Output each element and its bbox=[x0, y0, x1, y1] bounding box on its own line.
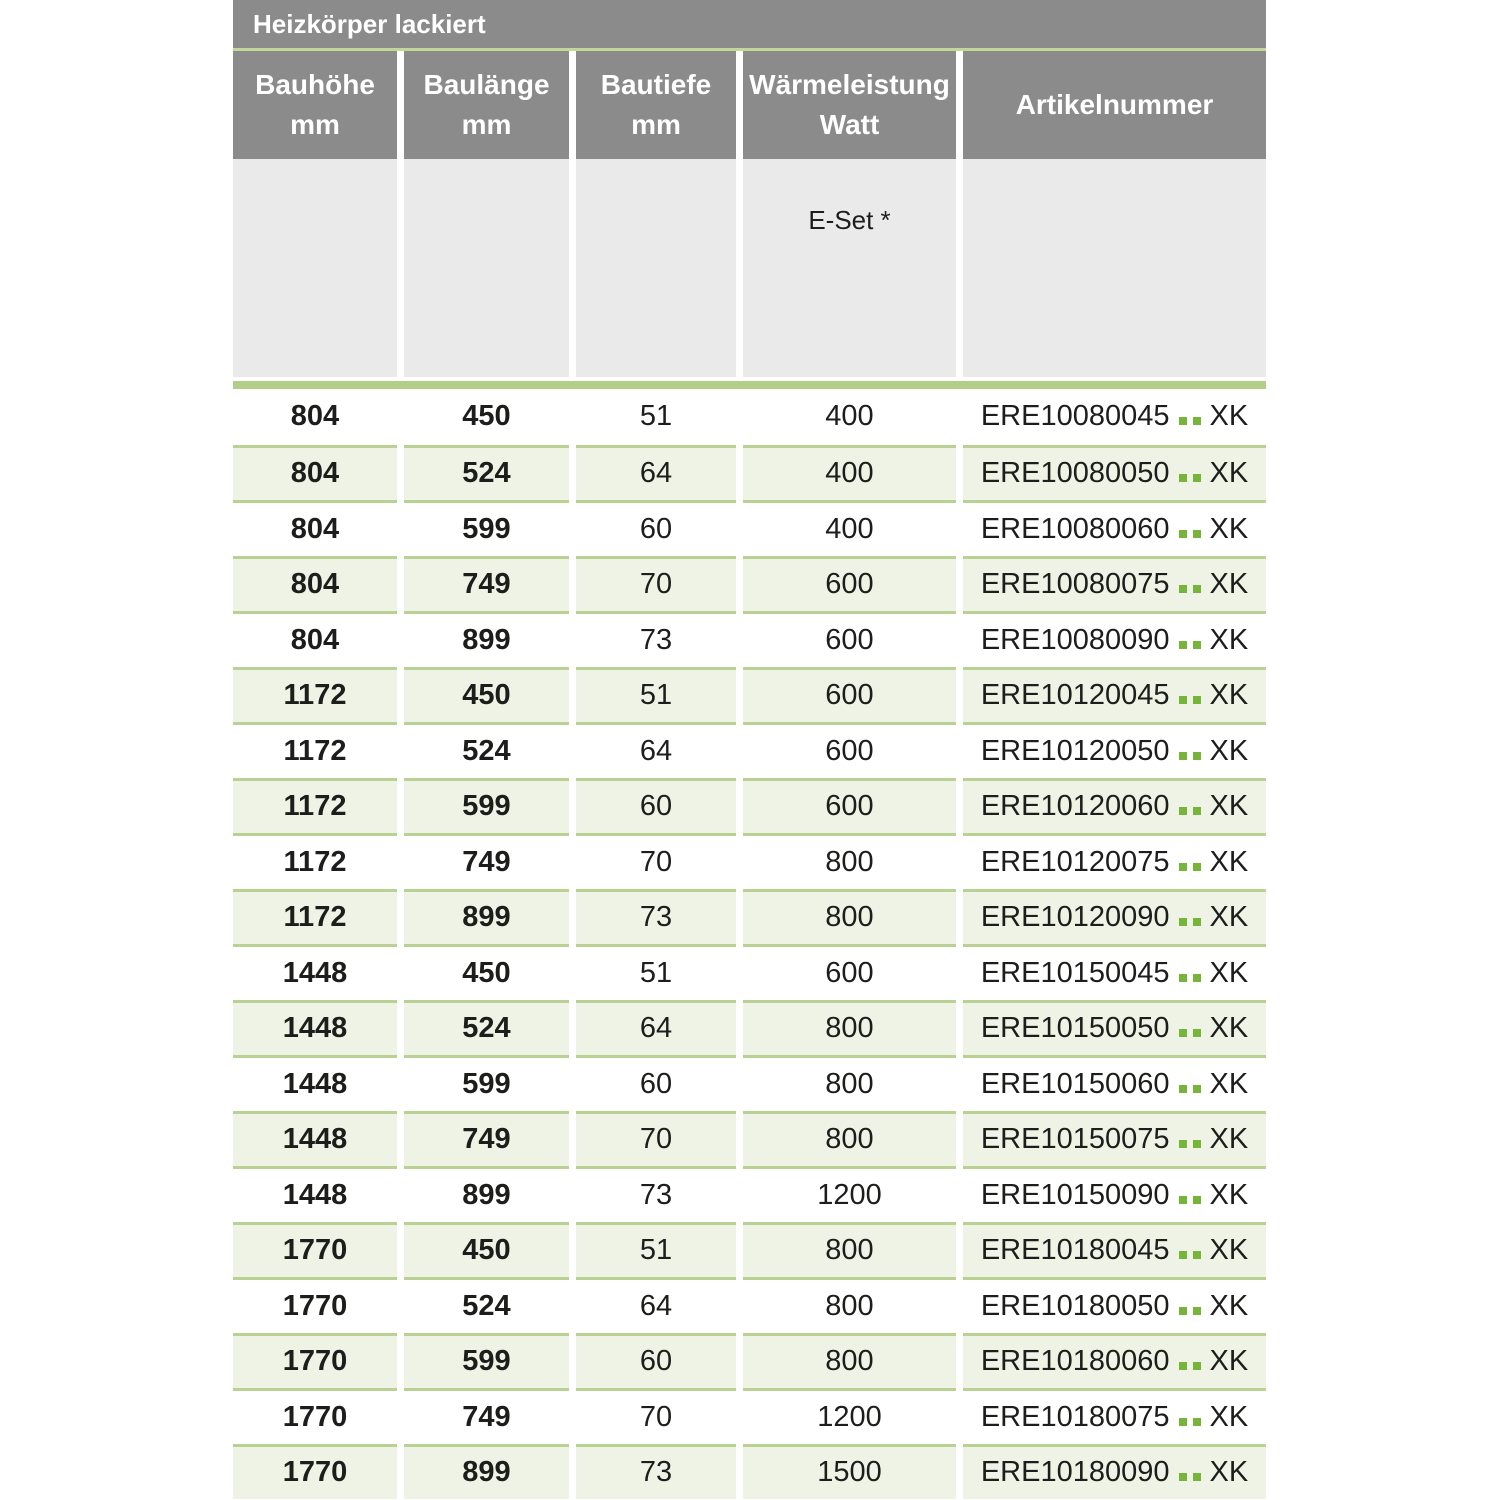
article-placeholder-dots bbox=[1179, 417, 1201, 425]
artikel-prefix: ERE10120045 bbox=[980, 679, 1170, 712]
bautiefe-cell: 73 bbox=[576, 1444, 736, 1500]
bauhoehe-cell: 1448 bbox=[233, 944, 397, 1000]
baulaenge-cell: 450 bbox=[404, 667, 569, 723]
bautiefe-cell: 51 bbox=[576, 944, 736, 1000]
artikelnummer-value bbox=[981, 735, 1248, 768]
artikelnummer-value bbox=[981, 679, 1248, 712]
green-dot-icon bbox=[1179, 1418, 1187, 1426]
column-header-unit: Watt bbox=[819, 109, 880, 140]
artikel-suffix: XK bbox=[1209, 1012, 1249, 1045]
article-placeholder-dots bbox=[1179, 530, 1201, 538]
artikelnummer-cell bbox=[963, 1388, 1266, 1444]
bauhoehe-cell: 1770 bbox=[233, 1222, 397, 1278]
eset-label: E-Set * bbox=[808, 205, 891, 235]
bauhoehe-cell: 1448 bbox=[233, 1111, 397, 1167]
watt-cell: 600 bbox=[743, 556, 956, 612]
watt-cell: 1200 bbox=[743, 1388, 956, 1444]
table-row bbox=[233, 889, 1266, 945]
green-dot-icon bbox=[1193, 417, 1201, 425]
baulaenge-cell: 524 bbox=[404, 1277, 569, 1333]
artikelnummer-cell bbox=[963, 833, 1266, 889]
artikelnummer-cell bbox=[963, 1000, 1266, 1056]
green-dot-icon bbox=[1179, 1251, 1187, 1259]
baulaenge-cell: 899 bbox=[404, 611, 569, 667]
artikel-prefix: ERE10150045 bbox=[980, 956, 1170, 989]
watt-cell: 1500 bbox=[743, 1444, 956, 1500]
artikel-prefix: ERE10180050 bbox=[980, 1289, 1170, 1322]
artikel-prefix: ERE10120090 bbox=[980, 901, 1170, 934]
baulaenge-cell: 599 bbox=[404, 1333, 569, 1389]
article-placeholder-dots bbox=[1179, 752, 1201, 760]
green-dot-icon bbox=[1193, 752, 1201, 760]
table-row bbox=[233, 1111, 1266, 1167]
table-row bbox=[233, 944, 1266, 1000]
artikel-suffix: XK bbox=[1209, 679, 1249, 712]
bauhoehe-cell: 804 bbox=[233, 556, 397, 612]
column-header-bauhoehe bbox=[233, 51, 397, 159]
artikel-suffix: XK bbox=[1209, 790, 1249, 823]
subheader-cell-baulaenge bbox=[404, 159, 569, 377]
bauhoehe-cell: 1448 bbox=[233, 1166, 397, 1222]
artikel-prefix: ERE10120075 bbox=[980, 845, 1170, 878]
watt-cell: 600 bbox=[743, 611, 956, 667]
table-row bbox=[233, 1000, 1266, 1056]
baulaenge-cell: 749 bbox=[404, 1388, 569, 1444]
article-placeholder-dots bbox=[1179, 1362, 1201, 1370]
bautiefe-cell: 70 bbox=[576, 556, 736, 612]
green-dot-icon bbox=[1193, 1085, 1201, 1093]
artikelnummer-value bbox=[981, 1179, 1248, 1212]
baulaenge-cell: 749 bbox=[404, 833, 569, 889]
column-header-watt bbox=[743, 51, 956, 159]
table-row bbox=[233, 611, 1266, 667]
column-header-unit: mm bbox=[290, 109, 340, 140]
green-dot-icon bbox=[1179, 1196, 1187, 1204]
baulaenge-cell: 524 bbox=[404, 722, 569, 778]
artikelnummer-value bbox=[981, 790, 1248, 823]
artikel-suffix: XK bbox=[1209, 734, 1249, 767]
article-placeholder-dots bbox=[1179, 974, 1201, 982]
artikelnummer-value bbox=[981, 457, 1248, 490]
bauhoehe-cell: 804 bbox=[233, 611, 397, 667]
artikelnummer-cell bbox=[963, 1166, 1266, 1222]
article-placeholder-dots bbox=[1179, 585, 1201, 593]
green-dot-icon bbox=[1179, 807, 1187, 815]
table-row bbox=[233, 500, 1266, 556]
subheader-cell-watt bbox=[743, 159, 956, 377]
watt-cell: 800 bbox=[743, 1111, 956, 1167]
watt-cell: 800 bbox=[743, 1222, 956, 1278]
green-dot-icon bbox=[1193, 974, 1201, 982]
bauhoehe-cell: 1770 bbox=[233, 1277, 397, 1333]
watt-cell: 800 bbox=[743, 833, 956, 889]
table-row bbox=[233, 1222, 1266, 1278]
baulaenge-cell: 899 bbox=[404, 1444, 569, 1500]
table-row bbox=[233, 1277, 1266, 1333]
baulaenge-cell: 599 bbox=[404, 778, 569, 834]
bautiefe-cell: 70 bbox=[576, 833, 736, 889]
baulaenge-cell: 450 bbox=[404, 1222, 569, 1278]
article-placeholder-dots bbox=[1179, 1196, 1201, 1204]
bautiefe-cell: 51 bbox=[576, 1222, 736, 1278]
watt-cell: 800 bbox=[743, 1055, 956, 1111]
artikel-prefix: ERE10080060 bbox=[980, 512, 1170, 545]
column-header-artikelnummer bbox=[963, 51, 1266, 159]
artikel-suffix: XK bbox=[1209, 1456, 1249, 1489]
article-placeholder-dots bbox=[1179, 1307, 1201, 1315]
green-dot-icon bbox=[1179, 417, 1187, 425]
article-placeholder-dots bbox=[1179, 1140, 1201, 1148]
artikelnummer-cell bbox=[963, 1222, 1266, 1278]
artikelnummer-cell bbox=[963, 1055, 1266, 1111]
green-dot-icon bbox=[1193, 1307, 1201, 1315]
header-divider-bar bbox=[233, 381, 1266, 389]
artikel-prefix: ERE10080090 bbox=[980, 623, 1170, 656]
watt-cell: 800 bbox=[743, 889, 956, 945]
watt-cell: 800 bbox=[743, 1333, 956, 1389]
artikel-suffix: XK bbox=[1209, 845, 1249, 878]
article-placeholder-dots bbox=[1179, 1251, 1201, 1259]
table-row bbox=[233, 778, 1266, 834]
artikel-prefix: ERE10120060 bbox=[980, 790, 1170, 823]
artikel-prefix: ERE10180060 bbox=[980, 1345, 1170, 1378]
artikelnummer-cell bbox=[963, 611, 1266, 667]
artikelnummer-value bbox=[981, 957, 1248, 990]
artikelnummer-value bbox=[981, 901, 1248, 934]
bauhoehe-cell: 804 bbox=[290, 400, 340, 433]
artikelnummer-cell bbox=[963, 445, 1266, 501]
artikelnummer-cell bbox=[963, 389, 1266, 445]
baulaenge-cell: 599 bbox=[404, 1055, 569, 1111]
green-dot-icon bbox=[1193, 1196, 1201, 1204]
artikel-prefix: ERE10080050 bbox=[980, 457, 1170, 490]
bautiefe-cell: 64 bbox=[576, 1277, 736, 1333]
artikelnummer-cell bbox=[963, 889, 1266, 945]
artikel-suffix: XK bbox=[1209, 623, 1249, 656]
artikelnummer-cell bbox=[963, 500, 1266, 556]
table-row bbox=[233, 1055, 1266, 1111]
bautiefe-cell: 73 bbox=[576, 1166, 736, 1222]
artikelnummer-value bbox=[981, 1068, 1248, 1101]
artikel-suffix: XK bbox=[1209, 1067, 1249, 1100]
bautiefe-cell: 64 bbox=[576, 445, 736, 501]
artikel-prefix: ERE10080075 bbox=[980, 568, 1170, 601]
artikelnummer-cell bbox=[963, 1333, 1266, 1389]
artikel-suffix: XK bbox=[1209, 1289, 1249, 1322]
green-dot-icon bbox=[1193, 1029, 1201, 1037]
artikelnummer-cell bbox=[963, 778, 1266, 834]
header-row bbox=[233, 51, 1266, 159]
green-dot-icon bbox=[1193, 530, 1201, 538]
green-dot-icon bbox=[1179, 974, 1187, 982]
article-placeholder-dots bbox=[1179, 1473, 1201, 1481]
baulaenge-cell: 450 bbox=[462, 400, 511, 433]
artikelnummer-value bbox=[981, 846, 1248, 879]
bauhoehe-cell: 1770 bbox=[233, 1388, 397, 1444]
artikel-prefix: ERE10180045 bbox=[980, 1234, 1170, 1267]
artikel-suffix: XK bbox=[1209, 400, 1249, 433]
bautiefe-cell: 60 bbox=[576, 1055, 736, 1111]
table-row bbox=[233, 445, 1266, 501]
green-dot-icon bbox=[1193, 1473, 1201, 1481]
artikel-suffix: XK bbox=[1209, 956, 1249, 989]
artikel-suffix: XK bbox=[1209, 568, 1249, 601]
green-dot-icon bbox=[1179, 530, 1187, 538]
green-dot-icon bbox=[1193, 1140, 1201, 1148]
green-dot-icon bbox=[1193, 585, 1201, 593]
subheader-cell-bauhoehe bbox=[233, 159, 397, 377]
bauhoehe-cell: 1172 bbox=[233, 889, 397, 945]
green-dot-icon bbox=[1179, 585, 1187, 593]
table-row bbox=[233, 667, 1266, 723]
artikelnummer-value bbox=[981, 568, 1248, 601]
baulaenge-cell: 599 bbox=[404, 500, 569, 556]
bautiefe-cell: 60 bbox=[576, 778, 736, 834]
column-header-label: Bautiefe bbox=[600, 69, 712, 101]
bauhoehe-cell: 1770 bbox=[233, 1444, 397, 1500]
artikel-prefix: ERE10150075 bbox=[980, 1123, 1170, 1156]
bautiefe-cell: 70 bbox=[576, 1388, 736, 1444]
artikel-suffix: XK bbox=[1209, 1234, 1249, 1267]
green-dot-icon bbox=[1193, 641, 1201, 649]
table-title: Heizkörper lackiert bbox=[253, 8, 486, 39]
table-row bbox=[233, 1388, 1266, 1444]
article-placeholder-dots bbox=[1179, 1085, 1201, 1093]
artikelnummer-value bbox=[981, 400, 1248, 433]
table-row bbox=[233, 389, 1266, 445]
watt-cell: 400 bbox=[825, 400, 874, 433]
artikelnummer-value bbox=[981, 1345, 1248, 1378]
subheader-cell-artikelnummer bbox=[963, 159, 1266, 377]
subheader-row bbox=[233, 159, 1266, 377]
bauhoehe-cell: 1448 bbox=[233, 1000, 397, 1056]
green-dot-icon bbox=[1193, 918, 1201, 926]
artikelnummer-value bbox=[981, 624, 1248, 657]
article-placeholder-dots bbox=[1179, 1029, 1201, 1037]
bautiefe-cell: 51 bbox=[639, 400, 673, 433]
column-header-label: Wärmeleistung bbox=[749, 69, 950, 101]
article-placeholder-dots bbox=[1179, 863, 1201, 871]
product-table bbox=[233, 0, 1266, 1499]
watt-cell: 600 bbox=[743, 667, 956, 723]
table-row bbox=[233, 833, 1266, 889]
article-placeholder-dots bbox=[1179, 641, 1201, 649]
artikelnummer-value bbox=[981, 1456, 1248, 1489]
column-header-unit: mm bbox=[631, 109, 681, 140]
artikelnummer-value bbox=[981, 1123, 1248, 1156]
baulaenge-cell: 450 bbox=[404, 944, 569, 1000]
bautiefe-cell: 73 bbox=[576, 889, 736, 945]
bautiefe-cell: 64 bbox=[576, 722, 736, 778]
table-row bbox=[233, 722, 1266, 778]
subheader-cell-bautiefe bbox=[576, 159, 736, 377]
bautiefe-cell: 51 bbox=[576, 667, 736, 723]
artikelnummer-cell bbox=[963, 1111, 1266, 1167]
table-title-bar bbox=[233, 0, 1266, 48]
table-row bbox=[233, 1444, 1266, 1500]
table-row bbox=[233, 1333, 1266, 1389]
artikelnummer-cell bbox=[963, 556, 1266, 612]
artikelnummer-cell bbox=[963, 722, 1266, 778]
artikelnummer-value bbox=[981, 1290, 1248, 1323]
bauhoehe-cell: 1172 bbox=[233, 667, 397, 723]
artikel-suffix: XK bbox=[1209, 457, 1249, 490]
column-header-bautiefe bbox=[576, 51, 736, 159]
artikel-suffix: XK bbox=[1209, 512, 1249, 545]
baulaenge-cell: 899 bbox=[404, 889, 569, 945]
bauhoehe-cell: 1172 bbox=[233, 833, 397, 889]
watt-cell: 600 bbox=[743, 778, 956, 834]
green-dot-icon bbox=[1179, 863, 1187, 871]
artikelnummer-value bbox=[981, 1401, 1248, 1434]
baulaenge-cell: 749 bbox=[404, 556, 569, 612]
column-header-label: Baulänge bbox=[423, 69, 550, 101]
artikelnummer-cell bbox=[963, 1444, 1266, 1500]
bautiefe-cell: 64 bbox=[576, 1000, 736, 1056]
green-dot-icon bbox=[1193, 807, 1201, 815]
green-dot-icon bbox=[1193, 474, 1201, 482]
green-dot-icon bbox=[1179, 918, 1187, 926]
artikelnummer-value bbox=[981, 1234, 1248, 1267]
table-body bbox=[233, 389, 1266, 1499]
table-row bbox=[233, 556, 1266, 612]
artikel-prefix: ERE10150090 bbox=[980, 1178, 1170, 1211]
bauhoehe-cell: 804 bbox=[233, 500, 397, 556]
bauhoehe-cell: 1172 bbox=[233, 778, 397, 834]
watt-cell: 800 bbox=[743, 1000, 956, 1056]
green-dot-icon bbox=[1179, 696, 1187, 704]
green-dot-icon bbox=[1179, 1029, 1187, 1037]
green-dot-icon bbox=[1179, 1473, 1187, 1481]
table-row bbox=[233, 1166, 1266, 1222]
artikelnummer-cell bbox=[963, 1277, 1266, 1333]
green-dot-icon bbox=[1179, 1085, 1187, 1093]
artikel-suffix: XK bbox=[1209, 901, 1249, 934]
watt-cell: 1200 bbox=[743, 1166, 956, 1222]
artikel-prefix: ERE10180075 bbox=[980, 1400, 1170, 1433]
article-placeholder-dots bbox=[1179, 696, 1201, 704]
watt-cell: 400 bbox=[743, 500, 956, 556]
green-dot-icon bbox=[1193, 1251, 1201, 1259]
column-header-unit: mm bbox=[461, 109, 512, 140]
baulaenge-cell: 899 bbox=[404, 1166, 569, 1222]
artikelnummer-value bbox=[981, 1012, 1248, 1045]
artikelnummer-cell bbox=[963, 944, 1266, 1000]
artikel-suffix: XK bbox=[1209, 1123, 1249, 1156]
watt-cell: 400 bbox=[743, 445, 956, 501]
green-dot-icon bbox=[1179, 641, 1187, 649]
artikel-prefix: ERE10080045 bbox=[980, 400, 1170, 433]
green-dot-icon bbox=[1179, 1140, 1187, 1148]
green-dot-icon bbox=[1193, 696, 1201, 704]
column-header-label: Artikelnummer bbox=[1015, 89, 1214, 121]
column-header-label: Bauhöhe bbox=[255, 69, 375, 101]
green-dot-icon bbox=[1179, 474, 1187, 482]
watt-cell: 800 bbox=[743, 1277, 956, 1333]
article-placeholder-dots bbox=[1179, 1418, 1201, 1426]
watt-cell: 600 bbox=[743, 944, 956, 1000]
artikel-prefix: ERE10180090 bbox=[980, 1456, 1170, 1489]
green-dot-icon bbox=[1193, 1362, 1201, 1370]
artikel-prefix: ERE10150060 bbox=[980, 1067, 1170, 1100]
article-placeholder-dots bbox=[1179, 918, 1201, 926]
bauhoehe-cell: 804 bbox=[233, 445, 397, 501]
green-dot-icon bbox=[1193, 863, 1201, 871]
green-dot-icon bbox=[1179, 1362, 1187, 1370]
artikel-prefix: ERE10120050 bbox=[980, 734, 1170, 767]
bautiefe-cell: 70 bbox=[576, 1111, 736, 1167]
bautiefe-cell: 60 bbox=[576, 500, 736, 556]
article-placeholder-dots bbox=[1179, 474, 1201, 482]
baulaenge-cell: 524 bbox=[404, 1000, 569, 1056]
artikelnummer-value bbox=[981, 513, 1248, 546]
column-header-baulaenge bbox=[404, 51, 569, 159]
artikelnummer-cell bbox=[963, 667, 1266, 723]
watt-cell: 600 bbox=[743, 722, 956, 778]
bautiefe-cell: 73 bbox=[576, 611, 736, 667]
bautiefe-cell: 60 bbox=[576, 1333, 736, 1389]
green-dot-icon bbox=[1193, 1418, 1201, 1426]
green-dot-icon bbox=[1179, 1307, 1187, 1315]
bauhoehe-cell: 1770 bbox=[233, 1333, 397, 1389]
artikel-suffix: XK bbox=[1209, 1400, 1249, 1433]
baulaenge-cell: 749 bbox=[404, 1111, 569, 1167]
artikel-suffix: XK bbox=[1209, 1345, 1249, 1378]
bauhoehe-cell: 1172 bbox=[233, 722, 397, 778]
article-placeholder-dots bbox=[1179, 807, 1201, 815]
artikel-prefix: ERE10150050 bbox=[980, 1012, 1170, 1045]
green-dot-icon bbox=[1179, 752, 1187, 760]
baulaenge-cell: 524 bbox=[404, 445, 569, 501]
bauhoehe-cell: 1448 bbox=[233, 1055, 397, 1111]
artikel-suffix: XK bbox=[1209, 1178, 1249, 1211]
